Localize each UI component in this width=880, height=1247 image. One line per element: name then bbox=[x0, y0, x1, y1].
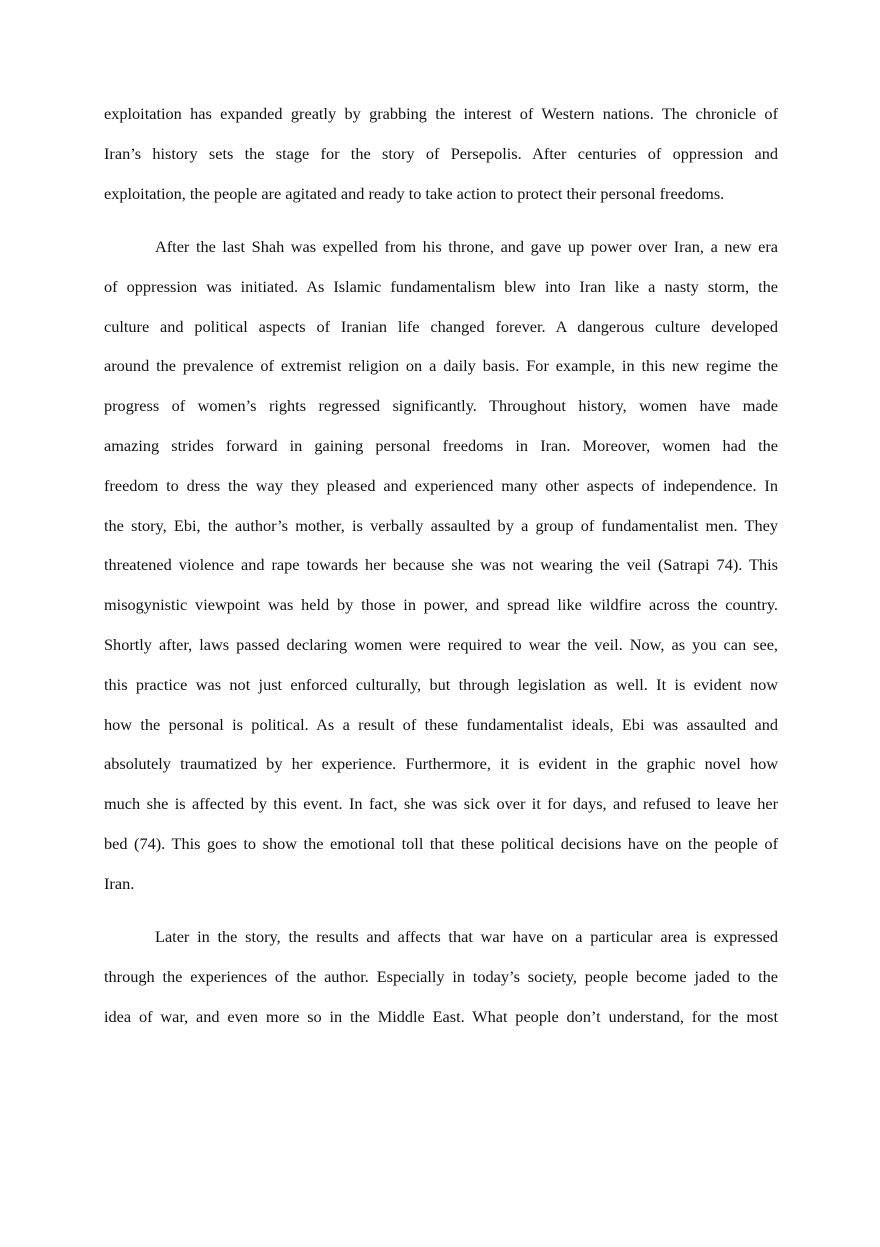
text-line: freedom to dress the way they pleased and experienced many other aspects of independence. In bbox=[104, 475, 778, 495]
text-line: much she is affected by this event. In fact, she was sick over it for days, and refused to leave her bbox=[104, 794, 778, 814]
paragraph-3 bbox=[104, 924, 778, 1043]
text-line: idea of war, and even more so in the Middle East. What people don’t understand, for the most bbox=[104, 1006, 778, 1026]
text-line: amazing strides forward in gaining personal freedoms in Iran. Moreover, women had the bbox=[104, 435, 778, 455]
text-line: misogynistic viewpoint was held by those in power, and spread like wildfire across the country. bbox=[104, 595, 778, 615]
text-line: bed (74). This goes to show the emotional toll that these political decisions have on the people of bbox=[104, 833, 778, 853]
text-line: absolutely traumatized by her experience. Furthermore, it is evident in the graphic novel how bbox=[104, 754, 778, 774]
text-line: through the experiences of the author. Especially in today’s society, people become jaded to the bbox=[104, 966, 778, 986]
text-line: exploitation has expanded greatly by grabbing the interest of Western nations. The chronicle of bbox=[104, 104, 778, 123]
paragraph-1 bbox=[104, 101, 778, 220]
paragraph-spacer bbox=[104, 220, 778, 234]
text-line: this practice was not just enforced culturally, but through legislation as well. It is evident now bbox=[104, 674, 778, 694]
body-text bbox=[104, 101, 778, 1044]
paragraph-2 bbox=[104, 234, 778, 911]
text-line: Later in the story, the results and affects that war have on a particular area is expressed bbox=[155, 927, 778, 947]
text-line: Shortly after, laws passed declaring women were required to wear the veil. Now, as you can see, bbox=[104, 634, 778, 654]
text-line: progress of women’s rights regressed significantly. Throughout history, women have made bbox=[104, 396, 778, 416]
text-line: exploitation, the people are agitated and ready to take action to protect their personal freedoms. bbox=[104, 183, 725, 203]
text-line: the story, Ebi, the author’s mother, is verbally assaulted by a group of fundamentalist men. They bbox=[104, 515, 778, 535]
text-line: culture and political aspects of Iranian life changed forever. A dangerous culture developed bbox=[104, 316, 778, 336]
text-line: around the prevalence of extremist religion on a daily basis. For example, in this new regime the bbox=[104, 356, 778, 376]
text-line: of oppression was initiated. As Islamic fundamentalism blew into Iran like a nasty storm, the bbox=[104, 276, 778, 296]
text-line: how the personal is political. As a result of these fundamentalist ideals, Ebi was assaulted and bbox=[104, 714, 778, 734]
text-line: Iran. bbox=[104, 873, 135, 893]
text-line: threatened violence and rape towards her because she was not wearing the veil (Satrapi 74). This bbox=[104, 555, 778, 575]
paragraph-spacer bbox=[104, 911, 778, 925]
text-line: After the last Shah was expelled from his throne, and gave up power over Iran, a new era bbox=[155, 236, 778, 256]
text-line: Iran’s history sets the stage for the story of Persepolis. After centuries of oppression and bbox=[104, 143, 778, 163]
